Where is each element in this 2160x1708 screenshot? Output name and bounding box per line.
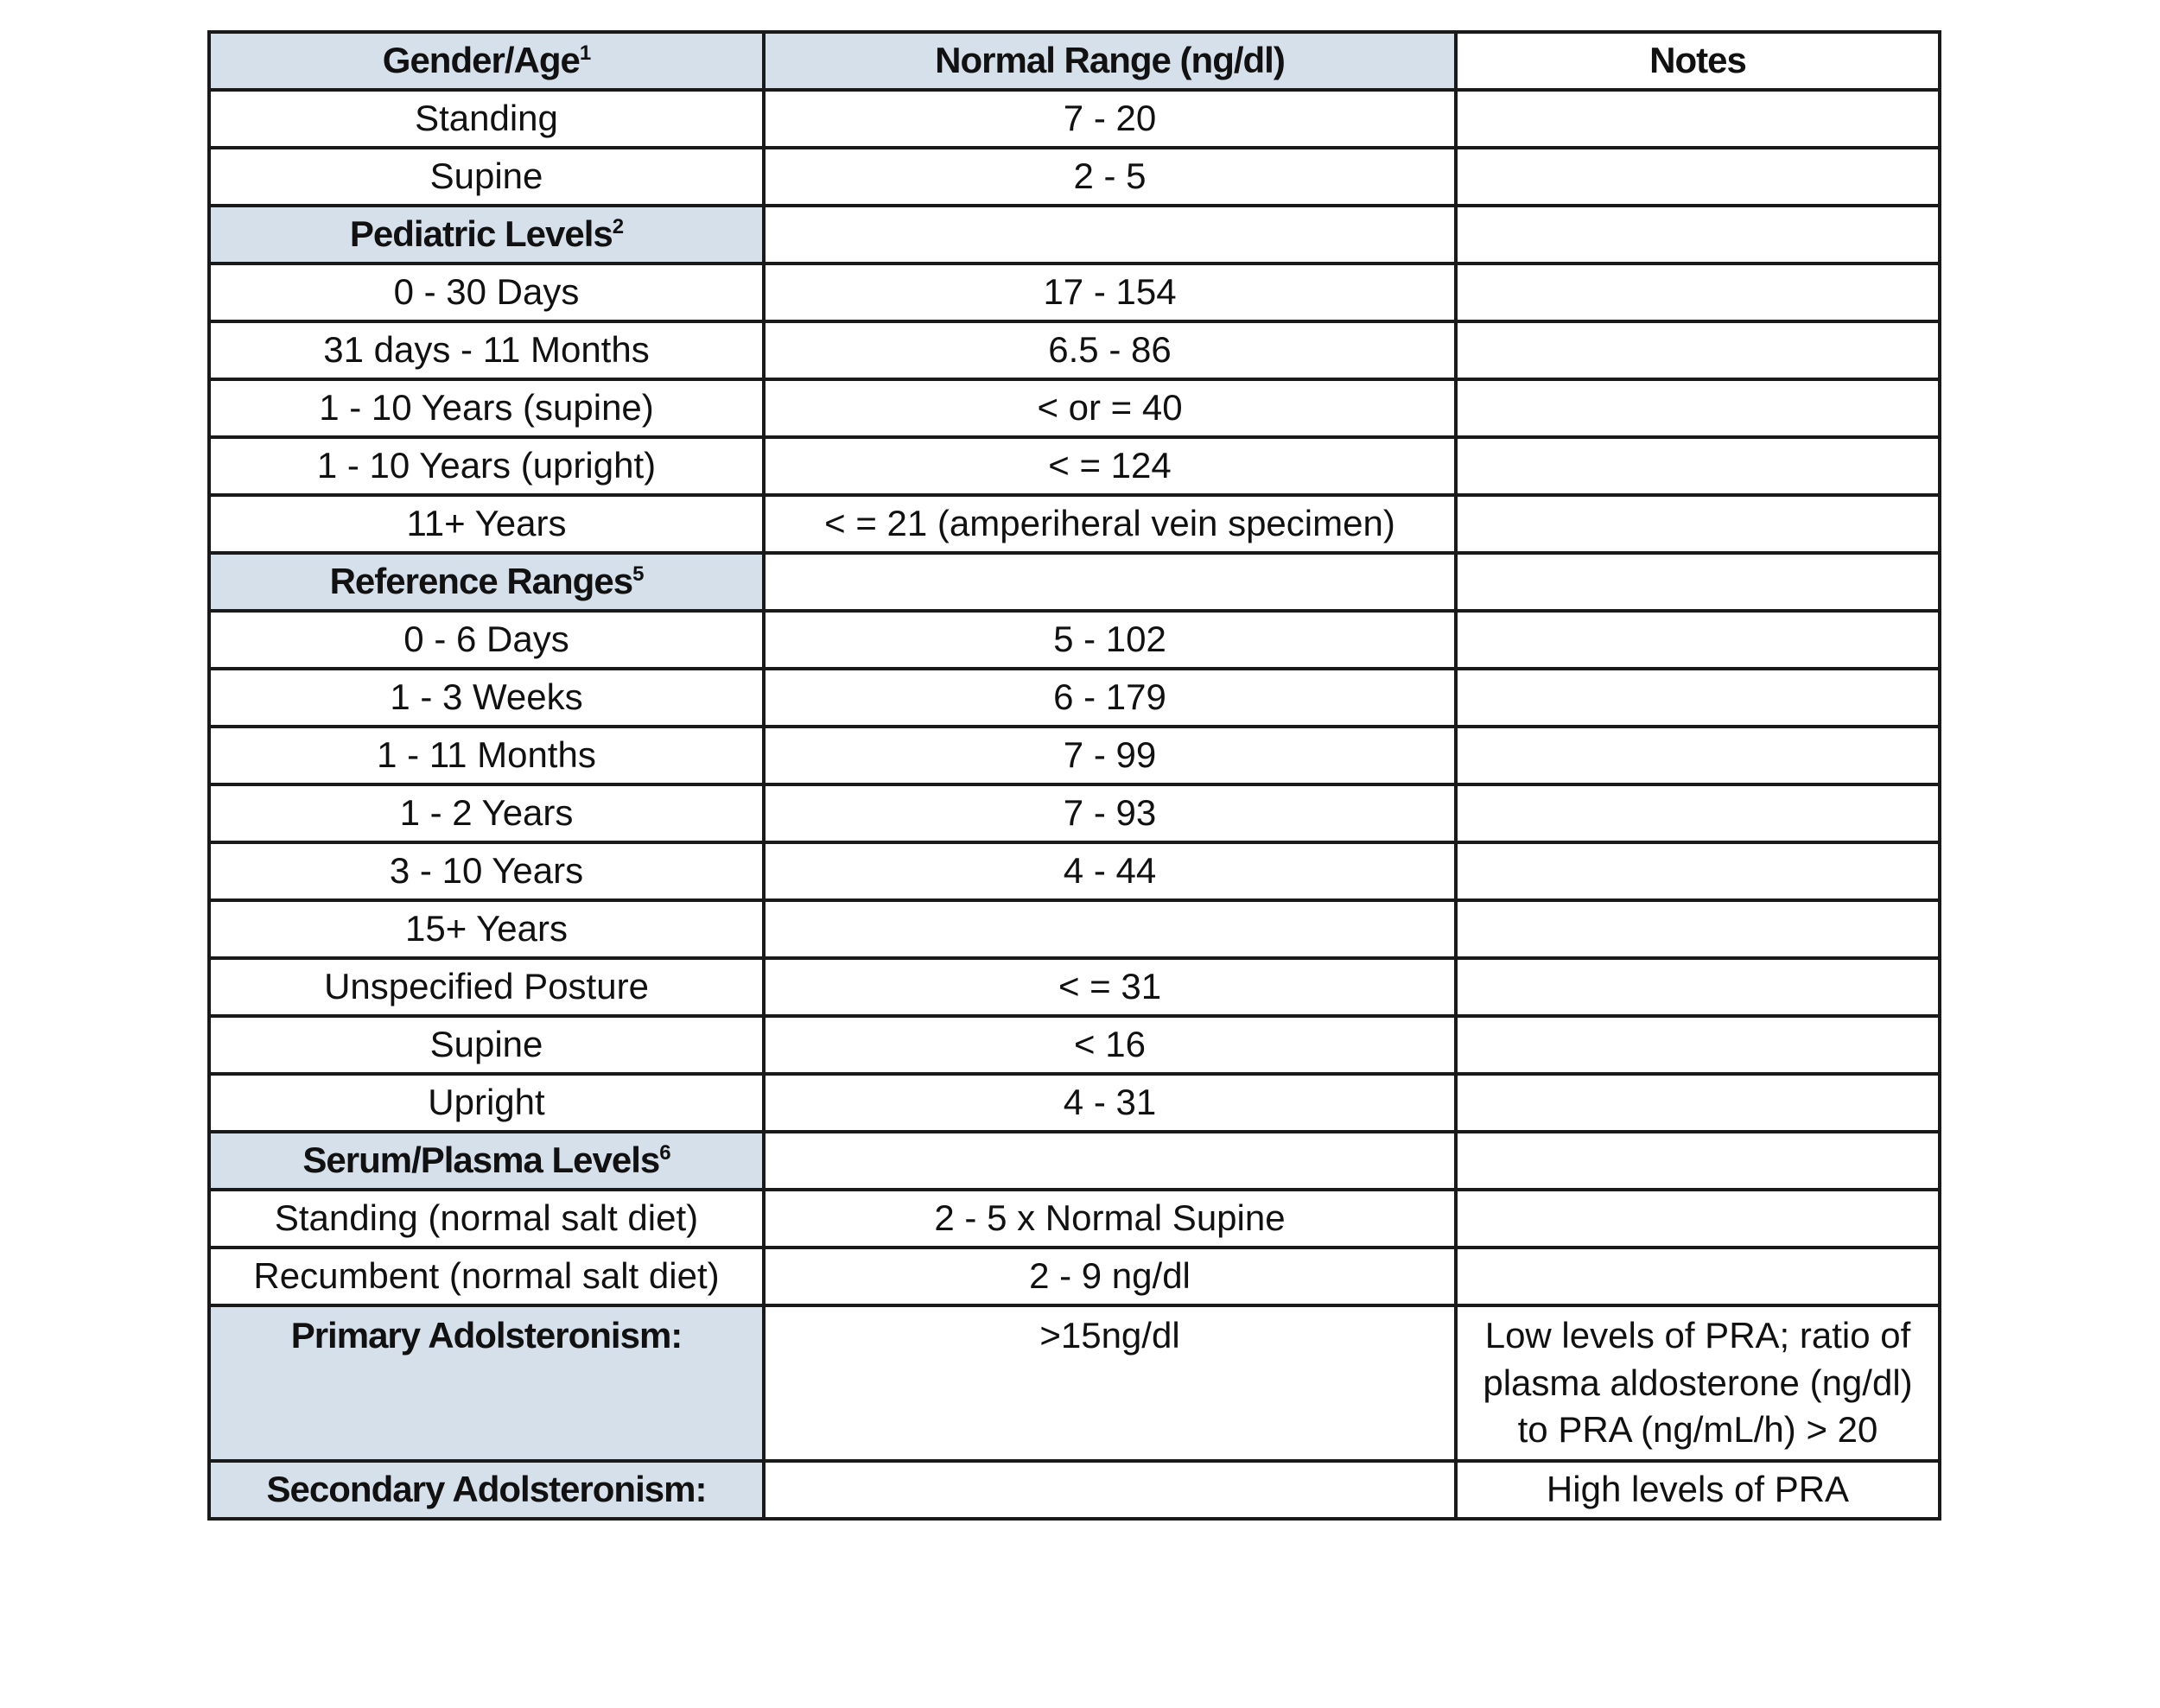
notes-cell: Low levels of PRA; ratio of plasma aldosterone (ng/dl) to PRA (ng/mL/h) > 20 [1456, 1305, 1940, 1461]
section-label-cell [209, 1132, 764, 1190]
table-header-row [209, 32, 1940, 90]
normal-range-cell: 4 - 31 [764, 1074, 1456, 1132]
notes-cell [1456, 321, 1940, 379]
cell-label: 1 - 10 Years (supine) [319, 387, 654, 429]
age-group-cell [209, 1190, 764, 1248]
age-group-cell [209, 495, 764, 553]
normal-range-cell: < or = 40 [764, 379, 1456, 437]
cell-label: Pediatric Levels [349, 213, 613, 255]
table-body [209, 90, 1940, 1519]
cell-label: Standing [415, 98, 558, 139]
table-row [209, 1248, 1940, 1305]
age-group-cell [209, 1016, 764, 1074]
cell-label: Serum/Plasma Levels [302, 1140, 660, 1181]
section-label-cell [209, 1305, 764, 1461]
age-group-cell [209, 1074, 764, 1132]
cell-label: 11+ Years [406, 503, 567, 544]
table-row [209, 611, 1940, 669]
notes-cell [1456, 495, 1940, 553]
age-group-cell [209, 784, 764, 842]
notes-cell [1456, 1248, 1940, 1305]
normal-range-cell: < = 124 [764, 437, 1456, 495]
cell-label: 15+ Years [404, 908, 568, 949]
cell-label: Standing (normal salt diet) [274, 1197, 699, 1239]
section-label-cell [209, 1461, 764, 1519]
notes-cell [1456, 669, 1940, 727]
age-group-cell [209, 379, 764, 437]
table-row [209, 1190, 1940, 1248]
notes-cell [1456, 148, 1940, 206]
age-group-cell [209, 669, 764, 727]
cell-label: 1 - 3 Weeks [390, 676, 583, 718]
normal-range-cell: 2 - 5 x Normal Supine [764, 1190, 1456, 1248]
section-row [209, 1305, 1940, 1461]
age-group-cell [209, 900, 764, 958]
age-group-cell [209, 1248, 764, 1305]
normal-range-cell [764, 206, 1456, 264]
cell-label: 1 - 11 Months [377, 734, 596, 776]
age-group-cell [209, 264, 764, 321]
cell-label: 0 - 30 Days [393, 271, 580, 313]
notes-cell [1456, 842, 1940, 900]
cell-label: Recumbent (normal salt diet) [253, 1255, 720, 1297]
cell-label: Unspecified Posture [324, 966, 649, 1007]
table-row [209, 264, 1940, 321]
normal-range-cell: 6.5 - 86 [764, 321, 1456, 379]
normal-range-cell: < = 31 [764, 958, 1456, 1016]
notes-cell [1456, 264, 1940, 321]
header-gender-age: Gender/Age$^1$ [209, 32, 764, 90]
footnote-ref: 5 [632, 562, 644, 587]
age-group-cell [209, 958, 764, 1016]
notes-cell [1456, 1016, 1940, 1074]
section-row [209, 553, 1940, 611]
table-row [209, 148, 1940, 206]
normal-range-cell: 4 - 44 [764, 842, 1456, 900]
cell-label: Secondary Adolsteronism: [266, 1469, 707, 1510]
notes-cell [1456, 379, 1940, 437]
aldosterone-reference-table [207, 30, 1941, 1521]
notes-cell [1456, 958, 1940, 1016]
notes-cell [1456, 900, 1940, 958]
table-row [209, 1074, 1940, 1132]
notes-cell [1456, 784, 1940, 842]
normal-range-cell [764, 1461, 1456, 1519]
notes-cell [1456, 206, 1940, 264]
age-group-cell [209, 842, 764, 900]
normal-range-cell [764, 553, 1456, 611]
table-row [209, 669, 1940, 727]
table-row [209, 727, 1940, 784]
header-notes: Notes [1456, 32, 1940, 90]
notes-cell [1456, 437, 1940, 495]
notes-cell [1456, 1074, 1940, 1132]
normal-range-cell: < 16 [764, 1016, 1456, 1074]
normal-range-cell: 17 - 154 [764, 264, 1456, 321]
notes-cell [1456, 727, 1940, 784]
notes-cell [1456, 1190, 1940, 1248]
notes-cell: High levels of PRA [1456, 1461, 1940, 1519]
normal-range-cell: 7 - 20 [764, 90, 1456, 148]
section-row [209, 206, 1940, 264]
section-row [209, 1132, 1940, 1190]
table-row [209, 958, 1940, 1016]
normal-range-cell: 2 - 5 [764, 148, 1456, 206]
table-row [209, 842, 1940, 900]
notes-cell [1456, 1132, 1940, 1190]
cell-label: Supine [429, 1024, 543, 1065]
table-row [209, 784, 1940, 842]
normal-range-cell: 2 - 9 ng/dl [764, 1248, 1456, 1305]
table-row [209, 437, 1940, 495]
table-row [209, 90, 1940, 148]
table-row [209, 321, 1940, 379]
age-group-cell [209, 148, 764, 206]
cell-label: Upright [428, 1082, 545, 1123]
table-row [209, 495, 1940, 553]
normal-range-cell [764, 900, 1456, 958]
cell-label: 1 - 2 Years [399, 792, 574, 834]
cell-label: Primary Adolsteronism: [290, 1315, 683, 1356]
normal-range-cell [764, 1132, 1456, 1190]
cell-label: 0 - 6 Days [403, 619, 569, 660]
age-group-cell [209, 321, 764, 379]
normal-range-cell: 6 - 179 [764, 669, 1456, 727]
section-row [209, 1461, 1940, 1519]
table-row [209, 900, 1940, 958]
footnote-ref: 6 [659, 1141, 670, 1165]
cell-label: Reference Ranges [329, 561, 633, 602]
normal-range-cell: 7 - 99 [764, 727, 1456, 784]
cell-label: 3 - 10 Years [389, 850, 584, 892]
table-row [209, 1016, 1940, 1074]
normal-range-cell: >15ng/dl [764, 1305, 1456, 1461]
age-group-cell [209, 90, 764, 148]
header-normal-range: Normal Range (ng/dl) [764, 32, 1456, 90]
cell-label: 31 days - 11 Months [323, 329, 650, 371]
cell-label: 1 - 10 Years (upright) [316, 445, 657, 486]
reference-range-table-container [207, 30, 1938, 1521]
normal-range-cell: < = 21 (amperiheral vein specimen) [764, 495, 1456, 553]
section-label-cell [209, 206, 764, 264]
notes-cell [1456, 90, 1940, 148]
notes-cell [1456, 611, 1940, 669]
notes-cell [1456, 553, 1940, 611]
normal-range-cell: 5 - 102 [764, 611, 1456, 669]
age-group-cell [209, 611, 764, 669]
cell-label: Supine [429, 156, 543, 197]
section-label-cell [209, 553, 764, 611]
normal-range-cell: 7 - 93 [764, 784, 1456, 842]
footnote-ref: 2 [612, 215, 624, 239]
table-row [209, 379, 1940, 437]
age-group-cell [209, 727, 764, 784]
age-group-cell [209, 437, 764, 495]
